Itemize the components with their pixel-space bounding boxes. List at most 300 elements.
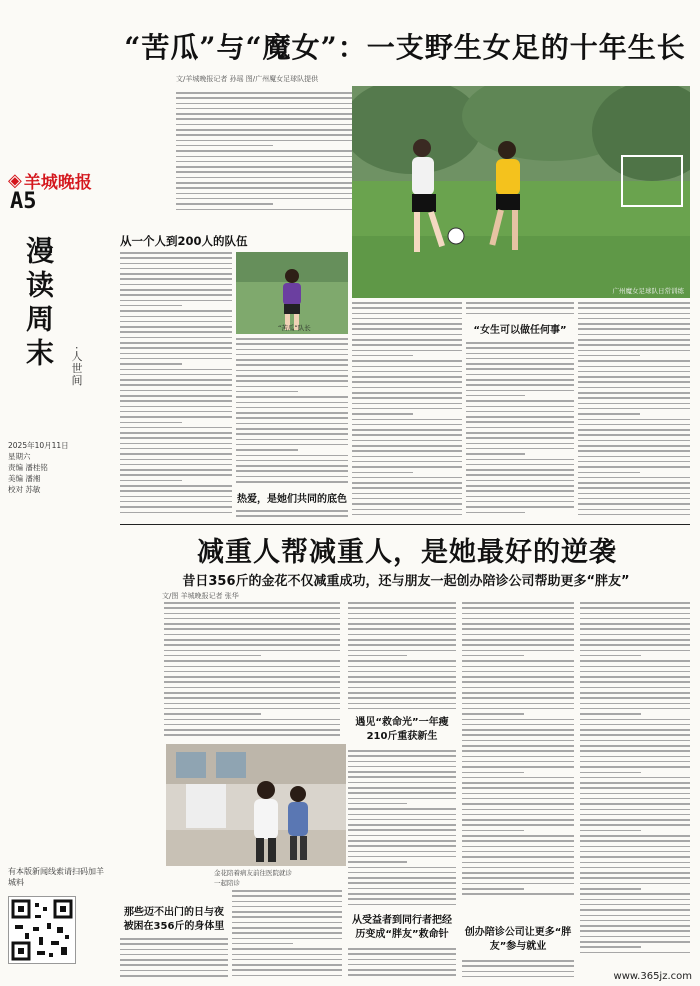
text-line	[462, 692, 574, 694]
article1-subhead-1: 从一个人到200人的队伍	[120, 234, 248, 248]
text-line	[466, 512, 525, 514]
text-line	[578, 334, 690, 336]
text-line	[352, 424, 462, 426]
text-line	[578, 434, 690, 436]
text-line	[466, 353, 574, 355]
text-line	[348, 761, 456, 763]
text-line	[580, 915, 690, 917]
text-line	[462, 787, 574, 789]
text-line	[348, 882, 456, 884]
text-line	[120, 278, 232, 280]
text-line	[466, 480, 574, 482]
text-line	[578, 413, 640, 415]
text-line	[352, 339, 462, 341]
text-line	[120, 305, 182, 307]
text-line	[348, 782, 456, 784]
text-line	[462, 676, 574, 678]
text-line	[580, 655, 641, 657]
text-line	[164, 687, 340, 689]
text-line	[348, 845, 456, 847]
text-line	[352, 381, 462, 383]
text-line	[352, 334, 462, 336]
text-line	[462, 809, 574, 811]
issue-weekday: 星期六	[8, 452, 31, 461]
text-line	[176, 113, 352, 115]
text-line	[462, 960, 574, 962]
text-line	[466, 496, 574, 498]
text-line	[348, 856, 456, 858]
text-line	[236, 515, 348, 517]
text-line	[466, 437, 574, 439]
text-line	[578, 392, 690, 394]
text-line	[580, 660, 690, 662]
article1-captain-photo-caption: “苦瓜”队长	[278, 324, 311, 332]
text-line	[348, 861, 407, 863]
text-line	[580, 666, 690, 668]
article1-subhead-2: 热爱，是她们共同的底色	[237, 494, 347, 505]
text-line	[176, 124, 352, 126]
text-line	[120, 506, 232, 508]
text-line	[352, 419, 462, 421]
text-line	[580, 930, 690, 932]
text-line	[348, 829, 456, 831]
article2-subtitle: 昔日356斤的金花不仅减重成功，还与朋友一起创办陪诊公司帮助更多“胖友”	[182, 574, 630, 589]
text-line	[348, 824, 456, 826]
text-line	[236, 386, 348, 388]
text-line	[466, 307, 574, 309]
text-line	[578, 503, 690, 505]
text-line	[462, 639, 574, 641]
text-line	[466, 379, 574, 381]
text-line	[348, 840, 456, 842]
text-line	[236, 460, 348, 462]
text-line	[462, 971, 574, 973]
text-line	[466, 347, 574, 349]
text-line	[462, 872, 574, 874]
text-line	[348, 628, 456, 630]
text-line	[120, 263, 232, 265]
text-line	[176, 134, 352, 136]
article1-body-col-3	[352, 302, 462, 522]
text-line	[120, 390, 232, 392]
text-line	[578, 350, 690, 352]
text-line	[348, 623, 456, 625]
text-line	[462, 607, 574, 609]
text-line	[348, 974, 456, 976]
text-line	[164, 607, 340, 609]
text-line	[578, 381, 690, 383]
text-line	[120, 400, 232, 402]
text-line	[462, 750, 574, 752]
text-line	[232, 890, 342, 892]
text-line	[164, 734, 340, 736]
text-line	[236, 407, 348, 409]
text-line	[348, 877, 456, 879]
text-line	[580, 729, 690, 731]
text-line	[120, 938, 228, 940]
text-line	[236, 364, 348, 366]
text-line	[352, 323, 462, 325]
text-line	[236, 396, 348, 398]
text-line	[578, 466, 690, 468]
text-line	[578, 339, 690, 341]
text-line	[352, 477, 462, 479]
text-line	[580, 782, 690, 784]
text-line	[462, 893, 574, 895]
text-line	[462, 671, 574, 673]
text-line	[578, 450, 690, 452]
issue-designer: 美编 潘湘	[8, 474, 41, 483]
text-line	[352, 487, 462, 489]
article2-body-col-5	[580, 602, 690, 962]
text-line	[580, 824, 690, 826]
text-line	[580, 602, 690, 604]
text-line	[578, 419, 690, 421]
text-line	[580, 724, 690, 726]
issue-date: 2025年10月11日	[8, 441, 69, 450]
text-line	[466, 506, 574, 508]
text-line	[176, 177, 352, 179]
text-line	[348, 953, 456, 955]
text-line	[580, 846, 690, 848]
text-line	[352, 371, 462, 373]
text-line	[120, 464, 232, 466]
text-line	[462, 719, 574, 721]
text-line	[176, 187, 352, 189]
text-line	[164, 655, 261, 657]
text-line	[578, 376, 690, 378]
masthead-name: 羊城晚报	[23, 172, 92, 193]
text-line	[348, 660, 456, 662]
qr-code[interactable]	[8, 896, 76, 964]
text-line	[348, 888, 456, 890]
text-line	[120, 310, 232, 312]
article1-team-photo	[352, 86, 690, 298]
article1-body-col-2	[236, 338, 348, 488]
text-line	[348, 904, 456, 906]
text-line	[466, 416, 574, 418]
text-line	[352, 355, 413, 357]
text-line	[232, 943, 293, 945]
text-line	[580, 819, 690, 821]
text-line	[352, 498, 462, 500]
text-line	[462, 618, 574, 620]
page-number: A5	[10, 189, 37, 214]
text-line	[164, 713, 261, 715]
text-line	[580, 639, 690, 641]
text-line	[164, 650, 340, 652]
text-line	[120, 422, 182, 424]
text-line	[348, 650, 456, 652]
text-line	[580, 904, 690, 906]
article1-body-col-5	[578, 302, 690, 522]
text-line	[578, 328, 690, 330]
text-line	[462, 856, 574, 858]
text-line	[236, 428, 348, 430]
text-line	[466, 363, 574, 365]
text-line	[120, 363, 182, 365]
text-line	[462, 830, 524, 832]
text-line	[462, 877, 574, 879]
text-line	[352, 318, 462, 320]
article-divider	[120, 524, 690, 525]
text-line	[352, 509, 462, 511]
text-line	[462, 687, 574, 689]
text-line	[466, 474, 574, 476]
text-line	[232, 964, 342, 966]
text-line	[120, 289, 232, 291]
text-line	[348, 634, 456, 636]
text-line	[120, 512, 232, 514]
text-line	[462, 814, 574, 816]
article2-headline: 减重人帮减重人，是她最好的逆袭	[197, 537, 617, 568]
text-line	[120, 321, 232, 323]
text-line	[462, 729, 574, 731]
article1-subhead-3: “女生可以做任何事”	[473, 325, 567, 336]
text-line	[348, 959, 456, 961]
text-line	[466, 448, 574, 450]
text-line	[164, 618, 340, 620]
text-line	[236, 417, 348, 419]
article1-body-col-1	[120, 252, 232, 520]
text-line	[580, 872, 690, 874]
text-line	[352, 514, 462, 516]
text-line	[352, 376, 462, 378]
text-line	[348, 964, 456, 966]
text-line	[578, 472, 640, 474]
text-line	[462, 883, 574, 885]
text-line	[578, 514, 690, 516]
text-line	[120, 316, 232, 318]
text-line	[578, 424, 690, 426]
text-line	[352, 313, 462, 315]
text-line	[348, 618, 456, 620]
watermark: www.365jz.com	[613, 971, 692, 982]
text-line	[462, 803, 574, 805]
text-line	[352, 360, 462, 362]
text-line	[232, 959, 342, 961]
text-line	[580, 634, 690, 636]
text-line	[176, 140, 352, 142]
article2-subhead-3: 从受益者到同行者把经历变成“胖友”救命针	[352, 915, 452, 940]
text-line	[352, 387, 462, 389]
text-line	[462, 697, 574, 699]
text-line	[120, 347, 232, 349]
text-line	[348, 787, 456, 789]
text-line	[462, 965, 574, 967]
article1-headline: “苦瓜”与“魔女”：一支野生女足的十年生长	[124, 31, 686, 64]
text-line	[120, 453, 232, 455]
text-line	[580, 909, 690, 911]
text-line	[466, 368, 574, 370]
text-line	[164, 719, 340, 721]
article2-hospital-photo	[166, 744, 346, 866]
text-line	[120, 469, 232, 471]
text-line	[462, 798, 574, 800]
article1-body-col-4b	[466, 342, 574, 522]
text-line	[578, 344, 690, 346]
text-line	[348, 644, 456, 646]
text-line	[348, 898, 456, 900]
text-line	[348, 681, 456, 683]
text-line	[120, 485, 232, 487]
article1-team-photo-caption: 广州魔女足球队日常训练	[612, 287, 684, 295]
article2-byline: 文/图 羊城晚报记者 张华	[162, 592, 239, 600]
text-line	[176, 156, 352, 158]
text-line	[236, 338, 348, 340]
text-line	[176, 145, 273, 147]
text-line	[176, 203, 273, 205]
text-line	[462, 740, 574, 742]
text-line	[352, 328, 462, 330]
text-line	[348, 792, 456, 794]
text-line	[462, 777, 574, 779]
text-line	[120, 427, 232, 429]
text-line	[120, 331, 232, 333]
text-line	[352, 429, 462, 431]
text-line	[164, 676, 340, 678]
text-line	[578, 366, 690, 368]
text-line	[580, 809, 690, 811]
text-line	[466, 406, 574, 408]
text-line	[176, 150, 352, 152]
text-line	[236, 433, 348, 435]
article2-hospital-photo-caption: 金花陪着病友前往医院就诊	[214, 869, 292, 877]
text-line	[462, 824, 574, 826]
text-line	[466, 501, 574, 503]
text-line	[462, 628, 574, 630]
text-line	[120, 437, 232, 439]
article2-body-col-4b	[462, 960, 574, 982]
qr-caption: 有本版新闻线索请扫码加羊城料	[8, 867, 104, 887]
text-line	[352, 503, 462, 505]
text-line	[176, 166, 352, 168]
text-line	[580, 952, 690, 954]
article2-body-col-2	[232, 890, 342, 982]
text-line	[352, 366, 462, 368]
text-line	[120, 443, 232, 445]
text-line	[466, 313, 574, 315]
text-line	[236, 470, 348, 472]
text-line	[176, 171, 352, 173]
text-line	[120, 416, 232, 418]
left-rail	[0, 0, 118, 986]
text-line	[176, 92, 352, 94]
text-line	[352, 456, 462, 458]
text-line	[232, 948, 342, 950]
issue-meta	[8, 440, 80, 495]
article2-body-col-1	[120, 938, 228, 982]
article2-body-col-4a	[462, 602, 574, 902]
text-line	[580, 697, 690, 699]
text-line	[176, 198, 352, 200]
article2-body-col-3c	[348, 948, 456, 982]
text-line	[462, 745, 574, 747]
text-line	[164, 644, 340, 646]
article2-body-col-3a	[348, 602, 456, 714]
text-line	[232, 916, 342, 918]
text-line	[120, 496, 232, 498]
text-line	[236, 439, 348, 441]
text-line	[232, 901, 342, 903]
text-line	[462, 644, 574, 646]
text-line	[466, 427, 574, 429]
text-line	[348, 798, 456, 800]
text-line	[580, 777, 690, 779]
article2-subhead-1: 遇见“救命光”一年瘦210斤重获新生	[355, 717, 449, 742]
text-line	[120, 395, 232, 397]
text-line	[164, 703, 340, 705]
text-line	[578, 397, 690, 399]
text-line	[348, 750, 456, 752]
text-line	[120, 358, 232, 360]
text-line	[120, 379, 232, 381]
text-line	[466, 453, 525, 455]
text-line	[120, 326, 232, 328]
text-line	[120, 943, 228, 945]
text-line	[176, 129, 352, 131]
text-line	[578, 323, 690, 325]
text-line	[348, 814, 456, 816]
text-line	[462, 862, 574, 864]
text-line	[578, 307, 690, 309]
text-line	[462, 655, 524, 657]
text-line	[348, 697, 456, 699]
text-line	[580, 830, 641, 832]
text-line	[232, 954, 342, 956]
text-line	[176, 161, 352, 163]
text-line	[236, 402, 348, 404]
text-line	[348, 687, 456, 689]
text-line	[120, 374, 232, 376]
text-line	[466, 384, 574, 386]
text-line	[120, 353, 232, 355]
text-line	[176, 103, 352, 105]
text-line	[120, 257, 232, 259]
text-line	[578, 313, 690, 315]
text-line	[578, 487, 690, 489]
text-line	[348, 969, 456, 971]
text-line	[352, 350, 462, 352]
article2-subhead-4: 创办陪诊公司让更多“胖友”参与就业	[464, 927, 572, 952]
text-line	[466, 459, 574, 461]
text-line	[462, 613, 574, 615]
text-line	[120, 490, 232, 492]
text-line	[236, 354, 348, 356]
text-line	[466, 443, 574, 445]
text-line	[120, 252, 232, 254]
text-line	[466, 390, 574, 392]
article2-body-col-3b	[348, 750, 456, 910]
text-line	[580, 877, 690, 879]
text-line	[348, 676, 456, 678]
text-line	[466, 469, 574, 471]
text-line	[164, 671, 340, 673]
text-line	[120, 459, 232, 461]
text-line	[580, 766, 690, 768]
text-line	[578, 403, 690, 405]
text-line	[120, 273, 232, 275]
text-line	[466, 411, 574, 413]
text-line	[176, 182, 352, 184]
text-line	[348, 803, 407, 805]
text-line	[578, 387, 690, 389]
article2-intro	[164, 602, 340, 742]
text-line	[352, 307, 462, 309]
text-line	[462, 976, 574, 978]
text-line	[580, 793, 690, 795]
text-line	[580, 883, 690, 885]
